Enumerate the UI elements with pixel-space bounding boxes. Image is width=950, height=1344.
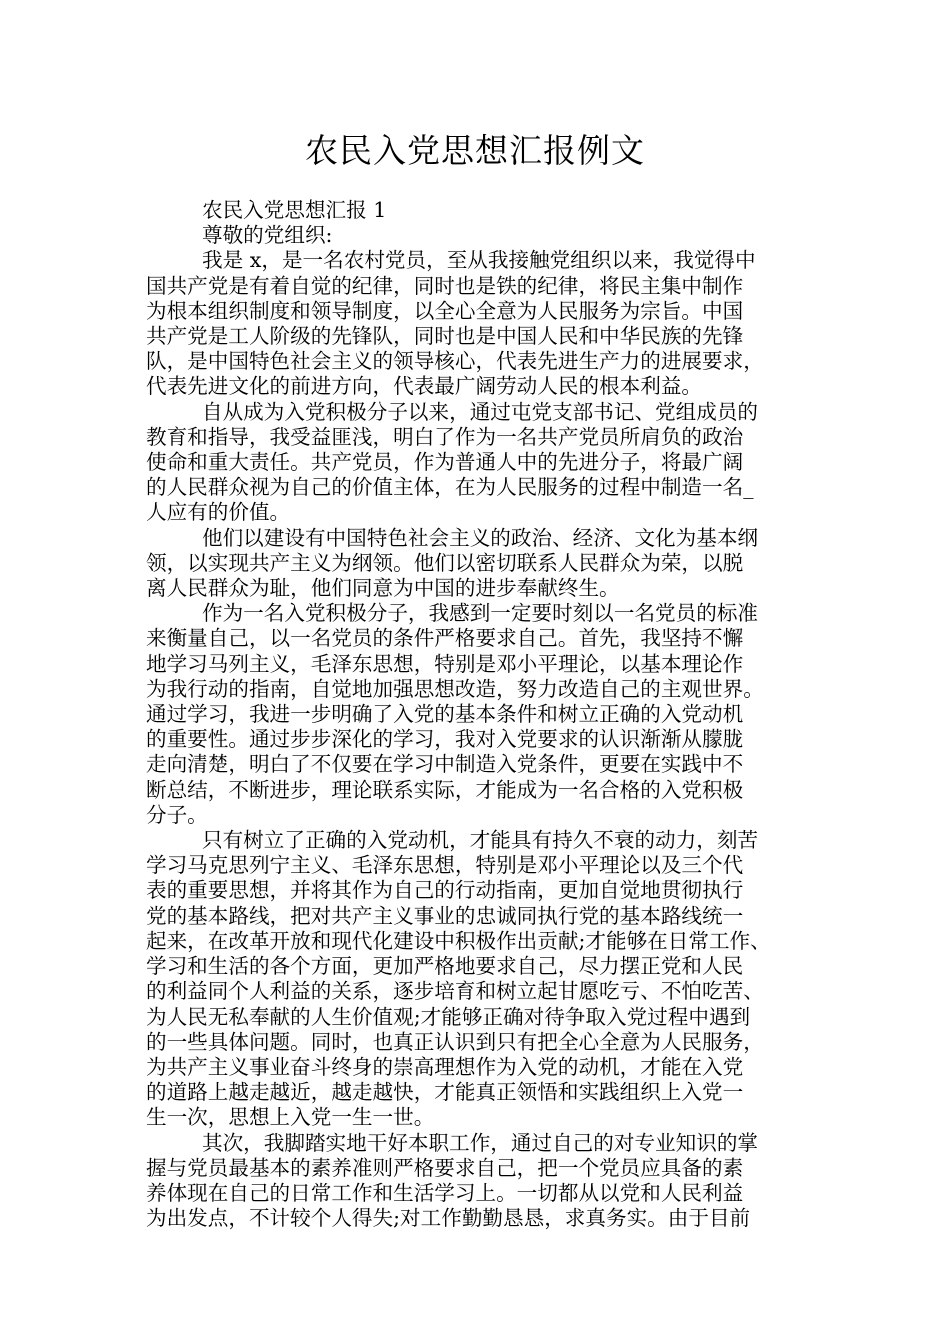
text-line: 他们以建设有中国特色社会主义的政治、经济、文化为基本纲 (202, 525, 759, 550)
text-line: 的人民群众视为自己的价值主体，在为人民服务的过程中制造一名_ (146, 475, 754, 500)
text-line: 来衡量自己，以一名党员的条件严格要求自己。首先，我坚持不懈 (146, 626, 744, 651)
text-line: 地学习马列主义，毛泽东思想，特别是邓小平理论，以基本理论作 (146, 651, 744, 676)
text-line: 的道路上越走越近，越走越快，才能真正领悟和实践组织上入党一 (146, 1080, 744, 1105)
text-line: 学习和生活的各个方面，更加严格地要求自己，尽力摆正党和人民 (146, 954, 744, 979)
document-title: 农民入党思想汇报例文 (305, 131, 645, 170)
text-line: 代表先进文化的前进方向，代表最广阔劳动人民的根本利益。 (146, 374, 703, 399)
text-line: 走向清楚，明白了不仅要在学习中制造入党条件，更要在实践中不 (146, 752, 744, 777)
text-line: 只有树立了正确的入党动机，才能具有持久不衰的动力，刻苦 (202, 828, 759, 853)
text-line: 党的基本路线，把对共产主义事业的忠诚同执行党的基本路线统一 (146, 903, 744, 928)
text-line: 队，是中国特色社会主义的领导核心，代表先进生产力的进展要求， (146, 349, 764, 374)
text-line: 为人民无私奉献的人生价值观;才能够正确对待争取入党过程中遇到 (146, 1004, 751, 1029)
text-line: 农民入党思想汇报 1 (202, 198, 387, 222)
text-line: 我是 x，是一名农村党员，至从我接触党组织以来，我觉得中 (202, 248, 756, 273)
text-line: 人应有的价值。 (146, 500, 291, 525)
text-line: 的利益同个人利益的关系，逐步培育和树立起甘愿吃亏、不怕吃苦、 (146, 979, 764, 1004)
text-line: 教育和指导，我受益匪浅，明白了作为一名共产党员所肩负的政治 (146, 424, 744, 449)
text-line: 其次，我脚踏实地干好本职工作，通过自己的对专业知识的掌 (202, 1130, 759, 1155)
text-line: 离人民群众为耻，他们同意为中国的进步奉献终生。 (146, 576, 620, 601)
text-line: 为共产主义事业奋斗终身的崇高理想作为入党的动机，才能在入党 (146, 1054, 744, 1079)
document-body (146, 198, 810, 1231)
text-line: 养体现在自己的日常工作和生活学习上。一切都从以党和人民利益 (146, 1180, 744, 1205)
text-line: 生一次，思想上入党一生一世。 (146, 1105, 435, 1130)
text-line: 尊敬的党组织: (202, 223, 333, 248)
text-line: 分子。 (146, 802, 208, 827)
text-line: 自从成为入党积极分子以来，通过屯党支部书记、党组成员的 (202, 399, 759, 424)
text-line: 表的重要思想，并将其作为自己的行动指南，更加自觉地贯彻执行 (146, 878, 744, 903)
text-line: 的重要性。通过步步深化的学习，我对入党要求的认识渐渐从朦胧 (146, 727, 744, 752)
text-line: 学习马克思列宁主义、毛泽东思想，特别是邓小平理论以及三个代 (146, 853, 744, 878)
text-line: 国共产党是有着自觉的纪律，同时也是铁的纪律，将民主集中制作 (146, 273, 744, 298)
text-line: 领，以实现共产主义为纲领。他们以密切联系人民群众为荣，以脱 (146, 550, 744, 575)
text-line: 为根本组织制度和领导制度，以全心全意为人民服务为宗旨。中国 (146, 298, 744, 323)
text-line: 通过学习，我进一步明确了入党的基本条件和树立正确的入党动机 (146, 702, 744, 727)
text-line: 起来，在改革开放和现代化建设中积极作出贡献;才能够在日常工作、 (146, 928, 771, 953)
text-line: 握与党员最基本的素养准则严格要求自己，把一个党员应具备的素 (146, 1155, 744, 1180)
text-line: 共产党是工人阶级的先锋队，同时也是中国人民和中华民族的先锋 (146, 324, 744, 349)
text-line: 使命和重大责任。共产党员，作为普通人中的先进分子，将最广阔 (146, 450, 744, 475)
text-line: 的一些具体问题。同时，也真正认识到只有把全心全意为人民服务， (146, 1029, 764, 1054)
text-line: 作为一名入党积极分子，我感到一定要时刻以一名党员的标准 (202, 601, 759, 626)
text-line: 断总结，不断进步，理论联系实际，才能成为一名合格的入党积极 (146, 777, 744, 802)
text-line: 为我行动的指南，自觉地加强思想改造，努力改造自己的主观世界。 (146, 676, 764, 701)
text-line: 为出发点，不计较个人得失;对工作勤勤恳恳，求真务实。由于目前 (146, 1206, 751, 1231)
